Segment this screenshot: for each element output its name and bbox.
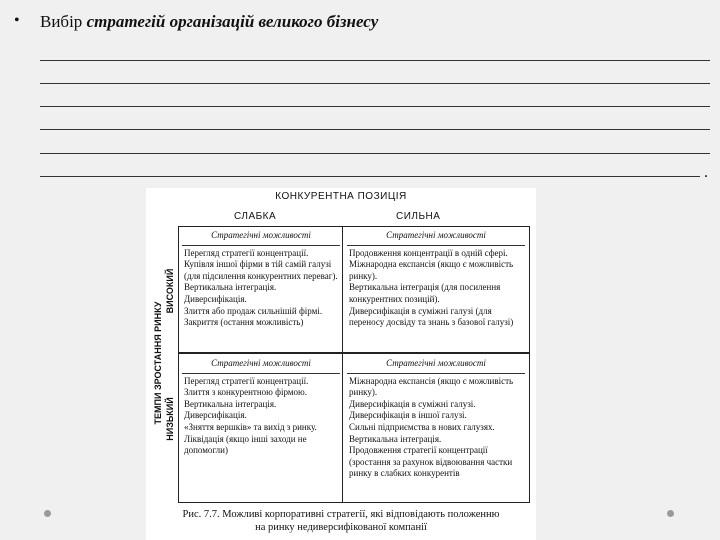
y-axis-label: ТЕМПИ ЗРОСТАННЯ РИНКУ bbox=[153, 301, 163, 425]
column-header-weak: СЛАБКА bbox=[234, 211, 277, 222]
list-item: Вертикальна інтеграція. bbox=[184, 282, 277, 293]
row-label-low: НИЗЬКИЙ bbox=[165, 397, 175, 441]
figure-caption-line: на ринку недиверсифікованої компанії bbox=[255, 522, 427, 533]
list-item: Перегляд стратегії концентрації. bbox=[184, 247, 309, 258]
list-item: Купівля іншої фірми в тій самій галузі (для підсилення конкурентних переваг). bbox=[184, 259, 338, 281]
cell-weak-low bbox=[182, 357, 340, 457]
list-item: Диверсифікація в суміжні галузі (для переносу досвіду та знань з базової галузі) bbox=[349, 305, 514, 328]
matrix-grid bbox=[178, 226, 530, 503]
list-item: Сильні підприємства в нових галузях. bbox=[349, 421, 495, 432]
list-item: Ліквідація (якщо інші заходи не допомогли) bbox=[184, 433, 307, 456]
fill-in-line bbox=[40, 153, 710, 154]
fill-in-line bbox=[40, 106, 710, 107]
figure-title: КОНКУРЕНТНА ПОЗИЦІЯ bbox=[275, 191, 407, 202]
column-header-strong: СИЛЬНА bbox=[396, 211, 441, 222]
list-item: Міжнародна експансія (якщо є можливість ринку). bbox=[349, 375, 514, 398]
list-item: Вертикальна інтеграція (для посилення конкурентних позицій). bbox=[349, 282, 501, 304]
fill-in-line bbox=[40, 60, 710, 61]
list-item: Злиття з конкурентною фірмою. bbox=[184, 387, 308, 398]
list-item: Перегляд стратегії концентрації. bbox=[184, 375, 309, 386]
list-item: Міжнародна експансія (якщо є можливість ринку). bbox=[349, 259, 514, 281]
heading-emphasis-text: стратегій організацій великого бізнесу bbox=[86, 12, 379, 31]
list-item: Вертикальна інтеграція. bbox=[184, 398, 277, 409]
slide-dot-right bbox=[667, 510, 674, 517]
list-item: Диверсифікація в суміжні галузі. bbox=[349, 398, 476, 409]
cell-caption: Стратегічні можливості bbox=[347, 357, 525, 374]
grid-divider-vertical bbox=[342, 227, 343, 502]
fill-in-line bbox=[40, 176, 700, 177]
cell-caption: Стратегічні можливості bbox=[347, 229, 525, 246]
cell-caption: Стратегічні можливості bbox=[182, 229, 340, 246]
cell-weak-high bbox=[182, 229, 340, 329]
list-item: «Зняття вершків» та вихід з ринку. bbox=[184, 421, 317, 432]
row-label-high: ВИСОКИЙ bbox=[165, 268, 175, 314]
strategy-matrix-figure bbox=[146, 188, 536, 540]
list-item: Диверсифікація. bbox=[184, 293, 247, 304]
list-item: Продовження концентрації в одній сфері. bbox=[349, 247, 508, 258]
fill-in-line bbox=[40, 83, 710, 84]
grid-divider-horizontal bbox=[179, 352, 529, 354]
list-item: Вертикальна інтеграція. bbox=[349, 433, 442, 444]
list-item: Закриття (остання можливість) bbox=[184, 317, 304, 328]
cell-strong-low bbox=[347, 357, 525, 480]
fill-in-line bbox=[40, 129, 710, 130]
figure-caption bbox=[146, 508, 536, 534]
list-item: Диверсифікація. bbox=[184, 410, 247, 421]
cell-strong-high bbox=[347, 229, 525, 329]
bullet-marker: • bbox=[14, 12, 20, 29]
slide-heading bbox=[40, 12, 378, 32]
list-item: Диверсифікація в іншої галузі. bbox=[349, 410, 467, 421]
cell-caption: Стратегічні можливості bbox=[182, 357, 340, 374]
slide-dot-left bbox=[44, 510, 51, 517]
trailing-period: . bbox=[704, 164, 708, 181]
list-item: Злиття або продаж сильнішій фірмі. bbox=[184, 305, 323, 316]
heading-plain-text: Вибір bbox=[40, 12, 87, 31]
list-item: Продовження стратегії концентрації (зростання за рахунок відвоювання частки ринку в слабких конкурентів bbox=[349, 445, 513, 479]
figure-caption-line: Рис. 7.7. Можливі корпоративні стратегії, які відповідають положенню bbox=[182, 509, 500, 520]
